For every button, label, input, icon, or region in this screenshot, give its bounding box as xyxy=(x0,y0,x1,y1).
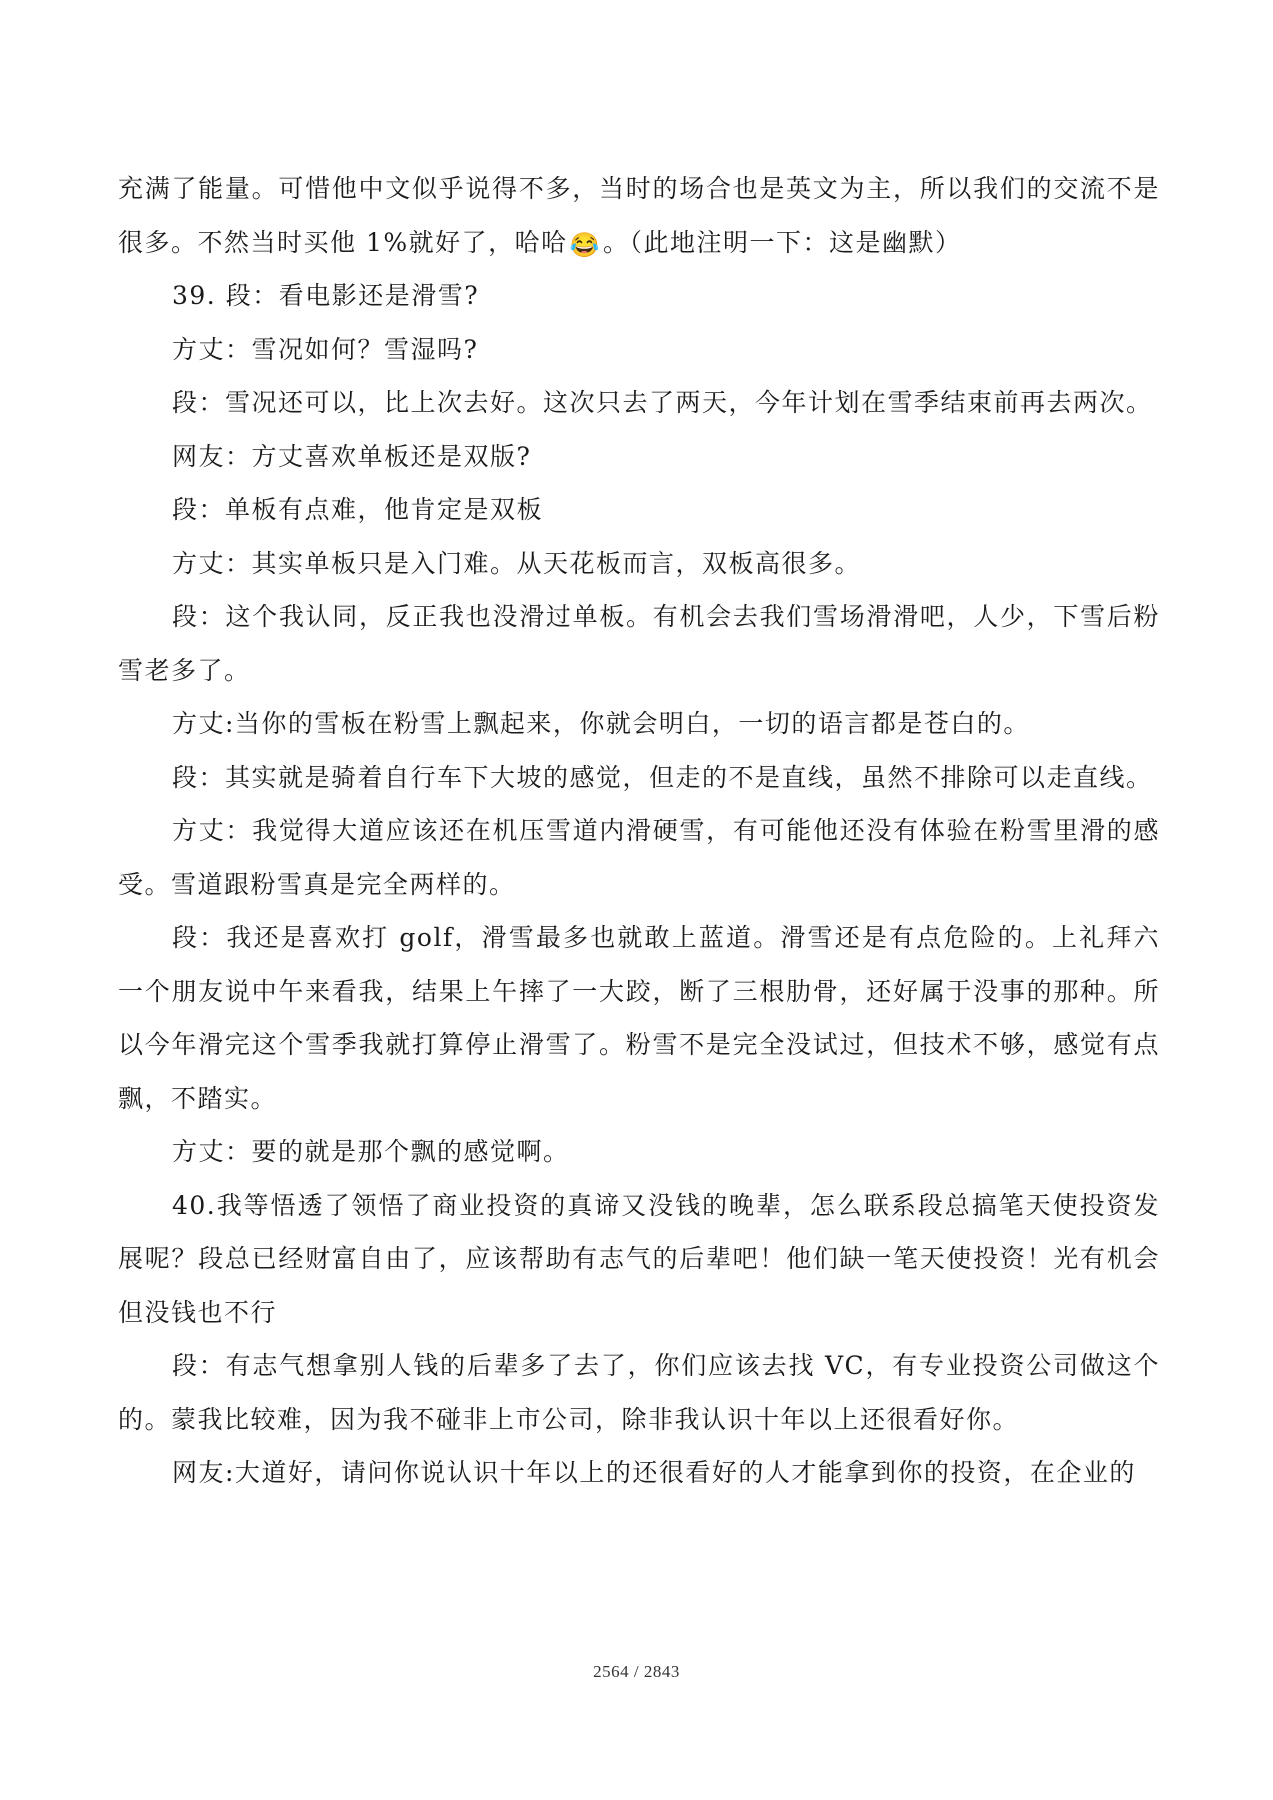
paragraph-reply: 段：单板有点难，他肯定是双板 xyxy=(172,495,544,524)
laughing-emoji-icon: 😂 xyxy=(569,230,601,259)
paragraph-text: 。（此地注明一下：这是幽默） xyxy=(603,227,962,257)
paragraph-reply: 方丈：要的就是那个飘的感觉啊。 xyxy=(172,1137,570,1166)
paragraph-reply: 段：雪况还可以，比上次去好。这次只去了两天，今年计划在雪季结束前再去两次。 xyxy=(172,388,1153,417)
paragraph-question-40: 40.我等悟透了领悟了商业投资的真谛又没钱的晚辈，怎么联系段总搞笔天使投资发展呢？段总已经财富自由了，应该帮助有志气的后辈吧！他们缺一笔天使投资！光有机会但没钱也不行 xyxy=(118,1190,1160,1327)
paragraph-question-39: 39. 段：看电影还是滑雪? xyxy=(172,281,480,310)
paragraph-reply: 段：其实就是骑着自行车下大坡的感觉，但走的不是直线，虽然不排除可以走直线。 xyxy=(172,762,1153,792)
paragraph-reply: 方丈：雪况如何？雪湿吗? xyxy=(172,334,479,364)
paragraph-reply: 段：这个我认同，反正我也没滑过单板。有机会去我们雪场滑滑吧，人少，下雪后粉雪老多了。 xyxy=(118,602,1160,685)
page-number: 2564 / 2843 xyxy=(593,1662,680,1681)
paragraph-reply: 段：我还是喜欢打 golf，滑雪最多也就敢上蓝道。滑雪还是有点危险的。上礼拜六一个朋友说中午来看我，结果上午摔了一大跤，断了三根肋骨，还好属于没事的那种。所以今年滑完这个雪季我就打算停止滑雪了。粉雪不是完全没试过，但技术不够，感觉有点飘，不踏实。 xyxy=(118,923,1160,1113)
paragraph-reply: 网友：方丈喜欢单板还是双版? xyxy=(172,441,532,471)
paragraph-continuation xyxy=(118,162,1160,269)
paragraph-reply: 网友:大道好，请问你说认识十年以上的还很看好的人才能拿到你的投资，在企业的 xyxy=(172,1458,1136,1487)
paragraph-text: 充满了能量。可惜他中文似乎说得不多，当时的场合也是英文为主，所以我们的交流不是很多。不然当时买他 1%就好了，哈哈 xyxy=(118,174,1160,257)
paragraph-reply: 方丈：我觉得大道应该还在机压雪道内滑硬雪，有可能他还没有体验在粉雪里滑的感受。雪道跟粉雪真是完全两样的。 xyxy=(118,816,1160,899)
paragraph-reply: 方丈：其实单板只是入门难。从天花板而言，双板高很多。 xyxy=(172,548,862,578)
paragraph-reply: 段：有志气想拿别人钱的后辈多了去了，你们应该去找 VC，有专业投资公司做这个的。蒙我比较难，因为我不碰非上市公司，除非我认识十年以上还很看好你。 xyxy=(118,1351,1160,1434)
body-text xyxy=(118,162,1160,1500)
paragraph-reply: 方丈:当你的雪板在粉雪上飘起来，你就会明白，一切的语言都是苍白的。 xyxy=(172,709,1030,738)
